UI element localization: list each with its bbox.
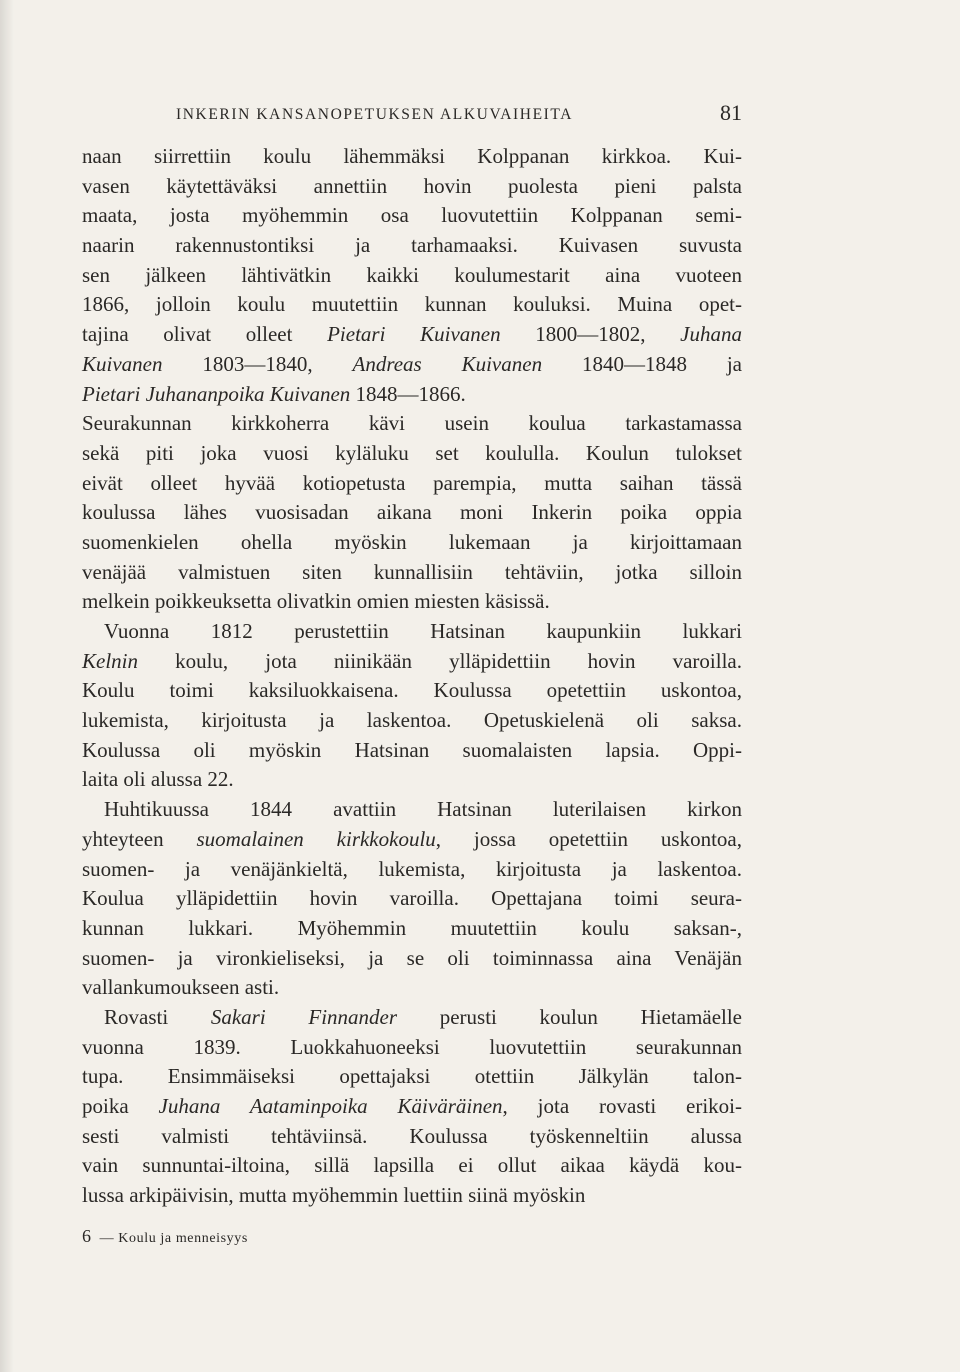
text-line: laita oli alussa 22. xyxy=(82,767,234,792)
italic-name: Kuivanen xyxy=(82,351,163,376)
body-text xyxy=(82,142,742,1211)
text-line: koulussa lähes vuosisadan aikana moni Inkerin poika oppia xyxy=(82,500,742,525)
text-line: Koulua ylläpidettiin hovin varoilla. Opettajana toimi seura- xyxy=(82,886,742,911)
running-title: INKERIN KANSANOPETUKSEN ALKUVAIHEITA xyxy=(176,106,574,123)
text-line: Koulussa oli myöskin Hatsinan suomalaisten lapsia. Oppi- xyxy=(82,737,742,762)
text-line: kunnan lukkari. Myöhemmin muutettiin koulu saksan-, xyxy=(82,915,742,940)
italic-name: suomalainen kirkkokoulu xyxy=(196,826,436,851)
text-line: poika Juhana Aataminpoika Käiväräinen, jota rovasti erikoi- xyxy=(82,1094,743,1118)
text-line: tajina olivat olleet Pietari Kuivanen 1800—1802, Juhana xyxy=(82,322,742,347)
text-line: suomen- ja vironkieliseksi, ja se oli toiminnassa aina Venäjän xyxy=(82,945,742,970)
text-line: vallankumoukseen asti. xyxy=(82,975,280,1000)
text-line: suomen- ja venäjänkieltä, lukemista, kirjoitusta ja laskentoa. xyxy=(82,856,742,881)
footer-text: — Koulu ja menneisyys xyxy=(99,1231,248,1246)
text-line: Koulu toimi kaksiluokkaisena. Koulussa opetettiin uskontoa, xyxy=(82,678,742,703)
footer xyxy=(82,1226,248,1247)
text-line: vasen käytettäväksi annettiin hovin puolesta pieni palsta xyxy=(82,173,742,198)
italic-name: Juhana Aataminpoika Käiväräinen xyxy=(158,1094,503,1118)
text-line: vain sunnuntai-iltoina, sillä lapsilla ei ollut aikaa käydä kou- xyxy=(82,1153,742,1178)
italic-name: Finnander xyxy=(308,1004,398,1029)
text-line: lukemista, kirjoitusta ja laskentoa. Opetuskielenä oli saksa. xyxy=(82,708,742,733)
text-line: sen jälkeen lähtivätkin kaikki koulumestarit aina vuoteen xyxy=(82,262,742,287)
text-line: sesti valmisti tehtäviinsä. Koulussa työskenneltiin alussa xyxy=(82,1123,742,1148)
italic-name: Sakari xyxy=(210,1004,266,1029)
text-line: venäjää valmistuen siten kunnallisiin tehtäviin, jotka silloin xyxy=(82,559,742,584)
italic-name: Andreas Kuivanen xyxy=(352,351,543,376)
text-line: Vuonna 1812 perustettiin Hatsinan kaupunkiin lukkari xyxy=(104,619,742,643)
running-head xyxy=(82,100,742,130)
text-line: 1866, jolloin koulu muutettiin kunnan kouluksi. Muina opet- xyxy=(82,292,742,317)
text-line: yhteyteen suomalainen kirkkokoulu, jossa opetettiin uskontoa, xyxy=(82,826,742,851)
text-line: naan siirrettiin koulu lähemmäksi Kolppanan kirkkoa. Kui- xyxy=(82,144,742,168)
page-edge-shadow xyxy=(0,0,14,1372)
text-line: suomenkielen ohella myöskin lukemaan ja kirjoittamaan xyxy=(82,529,742,554)
text-line: Kuivanen 1803—1840, Andreas Kuivanen 1840—1848 ja xyxy=(82,351,742,376)
text-line: eivät olleet hyvää kotiopetusta parempia, mutta saihan tässä xyxy=(82,470,742,495)
text-line: melkein poikkeuksetta olivatkin omien miesten käsissä. xyxy=(82,589,550,614)
italic-name: Pietari Kuivanen xyxy=(327,322,501,347)
italic-name: Pietari Juhananpoika Kuivanen xyxy=(82,381,351,406)
text-line: Pietari Juhananpoika Kuivanen 1848—1866. xyxy=(82,381,466,406)
text-line: Kelnin koulu, jota niinikään ylläpidettiin hovin varoilla. xyxy=(82,648,742,673)
signature-mark: 6 xyxy=(82,1226,92,1246)
text-line: maata, josta myöhemmin osa luovutettiin Kolppanan semi- xyxy=(82,203,742,228)
italic-name: Juhana xyxy=(680,322,742,347)
text-line: Rovasti Sakari Finnander perusti koulun Hietamäelle xyxy=(104,1004,743,1029)
text-line: naarin rakennustontiksi ja tarhamaaksi. Kuivasen suvusta xyxy=(82,233,742,258)
italic-name: Kelnin xyxy=(82,648,138,673)
text-line: vuonna 1839. Luokkahuoneeksi luovutettiin seurakunnan xyxy=(82,1034,742,1059)
text-line: lussa arkipäivisin, mutta myöhemmin luettiin siinä myöskin xyxy=(82,1183,586,1208)
text-line: sekä piti joka vuosi kyläluku set koululla. Koulun tulokset xyxy=(82,440,742,465)
page-number: 81 xyxy=(720,100,742,125)
text-line: Huhtikuussa 1844 avattiin Hatsinan luterilaisen kirkon xyxy=(104,797,742,822)
text-line: Seurakunnan kirkkoherra kävi usein koulua tarkastamassa xyxy=(82,411,742,436)
text-line: tupa. Ensimmäiseksi opettajaksi otettiin Jälkylän talon- xyxy=(82,1064,742,1089)
